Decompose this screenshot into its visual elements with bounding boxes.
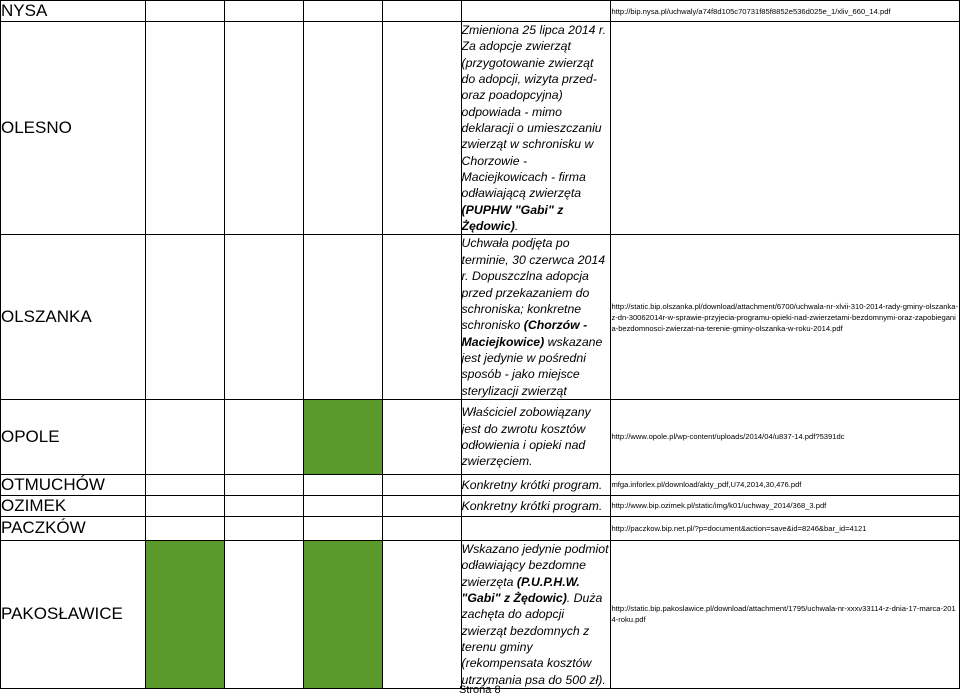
criteria-cell bbox=[224, 235, 303, 399]
criteria-cell bbox=[145, 235, 224, 399]
criteria-cell bbox=[224, 399, 303, 474]
description-cell bbox=[461, 540, 611, 688]
criteria-cell bbox=[145, 516, 224, 540]
table-row bbox=[1, 495, 960, 516]
criteria-cell bbox=[303, 235, 382, 399]
criteria-cell bbox=[224, 495, 303, 516]
table-row bbox=[1, 399, 960, 474]
criteria-cell bbox=[382, 474, 461, 495]
table-row bbox=[1, 540, 960, 688]
criteria-cell bbox=[145, 1, 224, 22]
table-row bbox=[1, 516, 960, 540]
criteria-cell bbox=[145, 495, 224, 516]
source-link[interactable]: http://bip.nysa.pl/uchwaly/a74f8d105c70731f85f8852e536d025e_1/xliv_660_14.pdf bbox=[611, 1, 960, 22]
description-text: wskazane jest jedynie w pośredni sposób - jako miejsce sterylizacji zwierząt bbox=[461, 334, 603, 398]
criteria-cell bbox=[224, 1, 303, 22]
description-cell bbox=[461, 235, 611, 399]
municipality-name: OLSZANKA bbox=[1, 235, 146, 399]
description-cell bbox=[461, 22, 611, 235]
table-row bbox=[1, 1, 960, 22]
criteria-cell bbox=[224, 540, 303, 688]
criteria-cell bbox=[382, 540, 461, 688]
municipality-name: OZIMEK bbox=[1, 495, 146, 516]
description-text: Zmieniona 25 lipca 2014 r. Za adopcje zwierząt (przygotowanie zwierząt do adopcji, wizyta przed- oraz poadopcyjna) odpowiada - mimo deklaracji o umieszczaniu zwierząt w schronisku w Chorzowie - Maciejkowicach - firma odławiającą zwierzęta bbox=[461, 23, 606, 201]
source-link[interactable]: http://static.bip.olszanka.pl/download/attachment/6700/uchwala-nr-xlvii-310-2014-rady-gminy-olszanka-z-dn-30062014r-w-sprawie-przyjecia-programu-opieki-nad-zwierzetami-bezdomnymi-oraz-zapobiegania-bezdomnosci-zwierzat-na-terenie-gminy-olszanka-w-roku-2014.pdf bbox=[611, 235, 960, 399]
source-link[interactable]: http://paczkow.bip.net.pl/?p=document&action=save&id=8246&bar_id=4121 bbox=[611, 516, 960, 540]
description-cell: Właściciel zobowiązany jest do zwrotu kosztów odłowienia i opieki nad zwierzęciem. bbox=[461, 399, 611, 474]
page-number: Strona 8 bbox=[459, 684, 501, 696]
description-bold-text: (PUPHW "Gabi" z Żędowic) bbox=[461, 202, 564, 234]
description-cell: Konkretny krótki program. bbox=[461, 474, 611, 495]
criteria-cell bbox=[303, 22, 382, 235]
source-link[interactable] bbox=[611, 22, 960, 235]
criteria-cell-marked bbox=[145, 540, 224, 688]
municipality-name: PACZKÓW bbox=[1, 516, 146, 540]
description-bold-text: (P.U.P.H.W. "Gabi" z Żędowic) bbox=[461, 574, 580, 605]
criteria-cell bbox=[382, 399, 461, 474]
criteria-cell-marked bbox=[303, 540, 382, 688]
criteria-cell bbox=[303, 1, 382, 22]
municipality-name: OPOLE bbox=[1, 399, 146, 474]
description-bold-text: (Chorzów - Maciejkowice) bbox=[461, 318, 588, 349]
criteria-cell bbox=[382, 1, 461, 22]
source-link[interactable]: http://static.bip.pakoslawice.pl/download/attachment/1795/uchwala-nr-xxxv33114-z-dnia-17-marca-2014-roku.pdf bbox=[611, 540, 960, 688]
municipality-name: PAKOSŁAWICE bbox=[1, 540, 146, 688]
source-link[interactable]: http://www.bip.ozimek.pl/static/img/k01/uchway_2014/368_3.pdf bbox=[611, 495, 960, 516]
criteria-cell-marked bbox=[303, 399, 382, 474]
criteria-cell bbox=[224, 516, 303, 540]
criteria-cell bbox=[145, 399, 224, 474]
criteria-cell bbox=[382, 495, 461, 516]
source-link[interactable]: http://www.opole.pl/wp-content/uploads/2014/04/u837-14.pdf?5391dc bbox=[611, 399, 960, 474]
description-cell bbox=[461, 516, 611, 540]
source-link[interactable]: mfga.inforlex.pl/download/akty_pdf,U74,2014,30,476.pdf bbox=[611, 474, 960, 495]
criteria-cell bbox=[382, 235, 461, 399]
criteria-cell bbox=[303, 516, 382, 540]
municipality-name: OTMUCHÓW bbox=[1, 474, 146, 495]
criteria-cell bbox=[382, 516, 461, 540]
criteria-cell bbox=[303, 474, 382, 495]
description-text: Wskazano jedynie podmiot odławiający bezdomne zwierzęta bbox=[461, 541, 609, 589]
criteria-cell bbox=[145, 22, 224, 235]
criteria-cell bbox=[224, 474, 303, 495]
municipality-name: OLESNO bbox=[1, 22, 146, 235]
description-cell: Konkretny krótki program. bbox=[461, 495, 611, 516]
description-text: Uchwała podjęta po terminie, 30 czerwca 2014 r. Dopuszczlna adopcja przed przekazaniem do schroniska; konkretne schronisko bbox=[461, 236, 606, 333]
criteria-cell bbox=[303, 495, 382, 516]
criteria-cell bbox=[145, 474, 224, 495]
table-row bbox=[1, 235, 960, 399]
criteria-cell bbox=[224, 22, 303, 235]
description-cell bbox=[461, 1, 611, 22]
table-row bbox=[1, 22, 960, 235]
description-text: . bbox=[514, 219, 519, 234]
municipality-name: NYSA bbox=[1, 1, 146, 22]
criteria-cell bbox=[382, 22, 461, 235]
table-row bbox=[1, 474, 960, 495]
description-text: . Duża zachęta do adopcji zwierząt bezdomnych z terenu gminy (rekompensata kosztów utrzymania psa do 500 zł). bbox=[461, 590, 606, 687]
